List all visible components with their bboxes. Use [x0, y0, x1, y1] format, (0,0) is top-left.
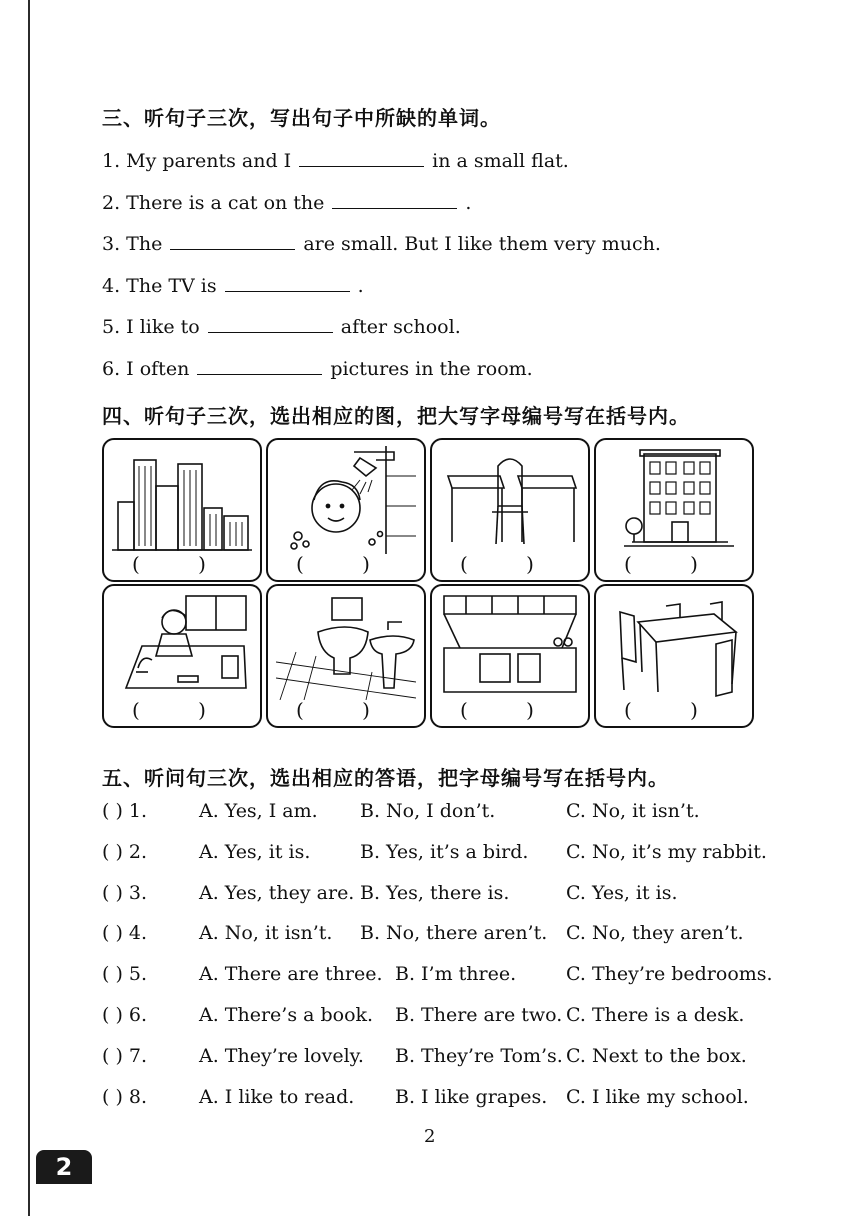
option-a: A. Yes, it is. [199, 841, 311, 863]
picture-city-buildings[interactable] [102, 438, 262, 582]
picture-desks-and-chairs[interactable] [430, 438, 590, 582]
option-c: C. I like my school. [566, 1086, 749, 1108]
option-a: A. There’s a book. [199, 1004, 374, 1026]
corner-page-tab: 2 [36, 1150, 92, 1184]
question-number[interactable]: ( ) 6. [102, 1004, 148, 1026]
option-b: B. They’re Tom’s. [395, 1045, 563, 1067]
picture-dining-table[interactable] [594, 584, 754, 728]
question-number[interactable]: ( ) 7. [102, 1045, 148, 1067]
question-number[interactable]: ( ) 5. [102, 963, 148, 985]
question-number[interactable]: ( ) 8. [102, 1086, 148, 1108]
option-a: A. No, it isn’t. [199, 922, 333, 944]
picture-boy-showering[interactable] [266, 438, 426, 582]
section-4-heading: 四、听句子三次，选出相应的图，把大写字母编号写在括号内。 [102, 404, 690, 428]
answer-blank[interactable] [170, 231, 295, 250]
option-b: B. I like grapes. [395, 1086, 548, 1108]
answer-parentheses[interactable]: ( ) [296, 698, 396, 722]
answer-blank[interactable] [299, 148, 424, 167]
option-c: C. There is a desk. [566, 1004, 745, 1026]
fill-in-item-1: 1. My parents and I in a small flat. [102, 150, 569, 172]
option-c: C. Next to the box. [566, 1045, 747, 1067]
dining-table-icon [604, 592, 744, 700]
question-number[interactable]: ( ) 4. [102, 922, 148, 944]
answer-blank[interactable] [208, 314, 333, 333]
picture-kitchen[interactable] [430, 584, 590, 728]
answer-blank[interactable] [225, 273, 350, 292]
option-c: C. They’re bedrooms. [566, 963, 773, 985]
option-b: B. Yes, there is. [360, 882, 510, 904]
picture-bathroom[interactable] [266, 584, 426, 728]
section-3-heading: 三、听句子三次，写出句子中所缺的单词。 [102, 106, 501, 130]
margin-line [28, 0, 30, 1216]
bathroom-icon [276, 592, 416, 700]
apartment-building-icon [604, 446, 744, 554]
option-c: C. No, it’s my rabbit. [566, 841, 767, 863]
answer-parentheses[interactable]: ( ) [460, 552, 560, 576]
option-b: B. Yes, it’s a bird. [360, 841, 529, 863]
picture-grid [102, 438, 758, 730]
option-c: C. No, it isn’t. [566, 800, 700, 822]
section-5-heading: 五、听问句三次，选出相应的答语，把字母编号写在括号内。 [102, 766, 669, 790]
fill-in-item-6: 6. I often pictures in the room. [102, 358, 533, 380]
option-c: C. Yes, it is. [566, 882, 678, 904]
answer-blank[interactable] [332, 190, 457, 209]
answer-parentheses[interactable]: ( ) [132, 698, 232, 722]
fill-in-item-2: 2. There is a cat on the . [102, 192, 472, 214]
option-b: B. I’m three. [395, 963, 517, 985]
fill-in-item-3: 3. The are small. But I like them very much. [102, 233, 661, 255]
kitchen-icon [440, 592, 580, 700]
question-number[interactable]: ( ) 2. [102, 841, 148, 863]
option-a: A. They’re lovely. [199, 1045, 364, 1067]
page-number: 2 [424, 1126, 436, 1147]
answer-parentheses[interactable]: ( ) [296, 552, 396, 576]
boy-at-desk-icon [112, 592, 252, 700]
question-number[interactable]: ( ) 1. [102, 800, 148, 822]
option-c: C. No, they aren’t. [566, 922, 744, 944]
option-a: A. Yes, they are. [199, 882, 355, 904]
picture-apartment-building[interactable] [594, 438, 754, 582]
option-b: B. There are two. [395, 1004, 563, 1026]
picture-boy-at-desk[interactable] [102, 584, 262, 728]
option-a: A. Yes, I am. [199, 800, 318, 822]
question-number[interactable]: ( ) 3. [102, 882, 148, 904]
answer-parentheses[interactable]: ( ) [460, 698, 560, 722]
answer-parentheses[interactable]: ( ) [132, 552, 232, 576]
answer-parentheses[interactable]: ( ) [624, 552, 724, 576]
desks-and-chairs-icon [440, 446, 580, 554]
option-a: A. There are three. [199, 963, 383, 985]
city-buildings-icon [112, 446, 252, 554]
option-b: B. No, there aren’t. [360, 922, 548, 944]
fill-in-item-5: 5. I like to after school. [102, 316, 461, 338]
answer-blank[interactable] [197, 356, 322, 375]
boy-showering-icon [276, 446, 416, 554]
answer-parentheses[interactable]: ( ) [624, 698, 724, 722]
option-b: B. No, I don’t. [360, 800, 496, 822]
fill-in-item-4: 4. The TV is . [102, 275, 364, 297]
option-a: A. I like to read. [199, 1086, 355, 1108]
